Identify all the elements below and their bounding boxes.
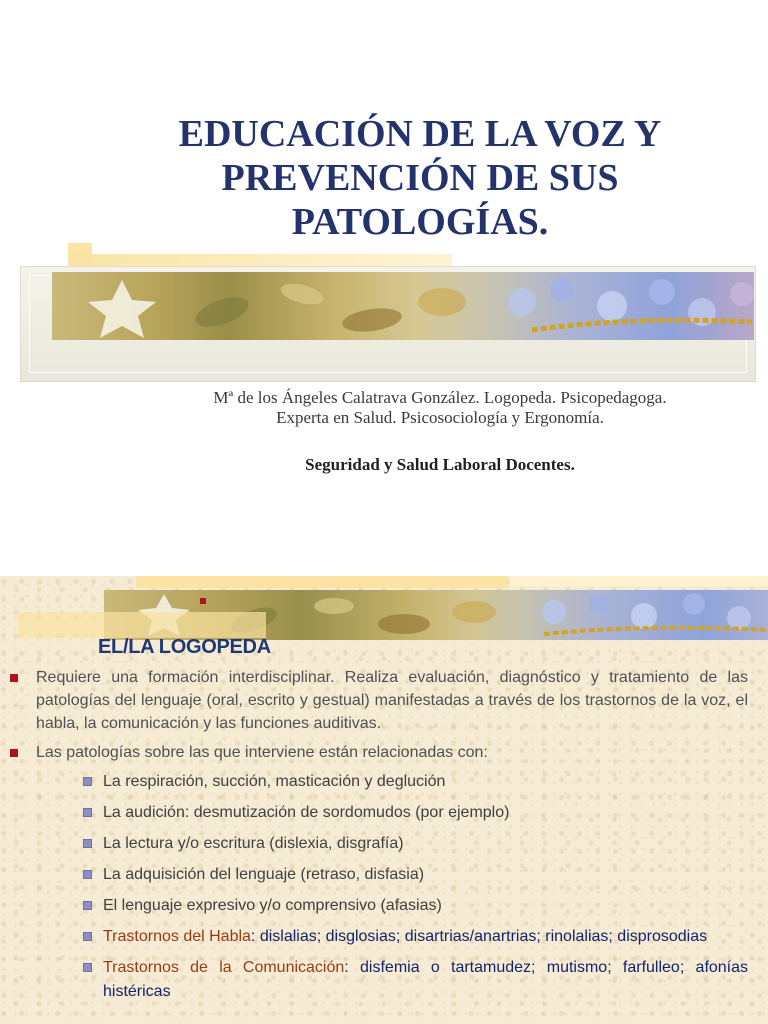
autumn-leaves-banner-image bbox=[52, 272, 754, 340]
sub-list-item-text: La audición: desmutización de sordomudos (por ejemplo) bbox=[103, 804, 510, 821]
sub-list-item-text: La adquisición del lenguaje (retraso, disfasia) bbox=[103, 866, 425, 883]
decorative-gold-bar bbox=[136, 576, 508, 588]
leaves-illustration bbox=[52, 272, 754, 340]
decorative-gold-bar bbox=[510, 576, 768, 586]
content-slide-logopeda bbox=[0, 576, 768, 1024]
bullet-list bbox=[0, 666, 768, 1011]
sub-list-item-text: La lectura y/o escritura (dislexia, disgrafía) bbox=[103, 835, 404, 852]
sub-list-item-text: El lenguaje expresivo y/o comprensivo (afasias) bbox=[103, 897, 442, 914]
slide-heading: EL/LA LOGOPEDA bbox=[98, 636, 271, 658]
list-item bbox=[0, 666, 768, 735]
highlighted-term: Trastornos del Habla bbox=[103, 928, 251, 945]
sub-bullet-square-icon bbox=[83, 808, 92, 817]
sub-bullet-square-icon bbox=[83, 839, 92, 848]
sub-bullet-square-icon bbox=[83, 870, 92, 879]
sub-list-item bbox=[103, 801, 748, 825]
list-item-text: Requiere una formación interdisciplinar. Realiza evaluación, diagnóstico y tratamiento de las patologías del lenguaje (oral, escrito y gestual) manifestadas a través de los trastornos de la voz, el habla, la comunicación y las funciones auditivas. bbox=[36, 669, 748, 732]
sub-bullet-square-icon bbox=[83, 932, 92, 941]
disorder-list-continuation: histéricas bbox=[103, 983, 171, 1000]
sub-list-item bbox=[103, 770, 748, 794]
disorder-list-continuation: disprosodias bbox=[617, 928, 708, 945]
organization-line: Seguridad y Salud Laboral Docentes. bbox=[305, 455, 575, 474]
sub-bullet-square-icon bbox=[83, 777, 92, 786]
sub-list-item bbox=[103, 832, 748, 856]
list-item-text: Las patologías sobre las que interviene están relacionadas con: bbox=[36, 744, 488, 761]
sub-list-item-text: La respiración, succión, masticación y deglución bbox=[103, 773, 446, 790]
author-credentials: Mª de los Ángeles Calatrava González. Logopeda. Psicopedagoga. Experta en Salud. Psicosociología y Ergonomía. bbox=[213, 388, 667, 427]
disorder-list: disfemia o tartamudez; mutismo; farfulleo; afonías bbox=[360, 959, 749, 976]
sub-bullet-list bbox=[0, 770, 768, 1004]
bullet-square-icon bbox=[10, 674, 18, 682]
disorder-list: dislalias; disglosias; disartrias/anartrias; rinolalias; bbox=[259, 928, 613, 945]
sub-list-item bbox=[103, 863, 748, 887]
sub-list-item-habla bbox=[103, 925, 748, 949]
sub-bullet-square-icon bbox=[83, 901, 92, 910]
sub-bullet-square-icon bbox=[83, 963, 92, 972]
highlighted-term: Trastornos de la Comunicación bbox=[103, 959, 345, 976]
separator: : bbox=[250, 928, 260, 945]
sub-list-item bbox=[103, 894, 748, 918]
decorative-gold-bar bbox=[18, 612, 266, 638]
list-item bbox=[0, 741, 768, 764]
separator: : bbox=[344, 959, 361, 976]
decorative-dot bbox=[200, 598, 206, 604]
sub-list-item-comunicacion bbox=[103, 956, 748, 1004]
bullet-square-icon bbox=[10, 749, 18, 757]
presentation-title: EDUCACIÓN DE LA VOZ Y PREVENCIÓN DE SUS PATOLOGÍAS. bbox=[178, 113, 662, 243]
